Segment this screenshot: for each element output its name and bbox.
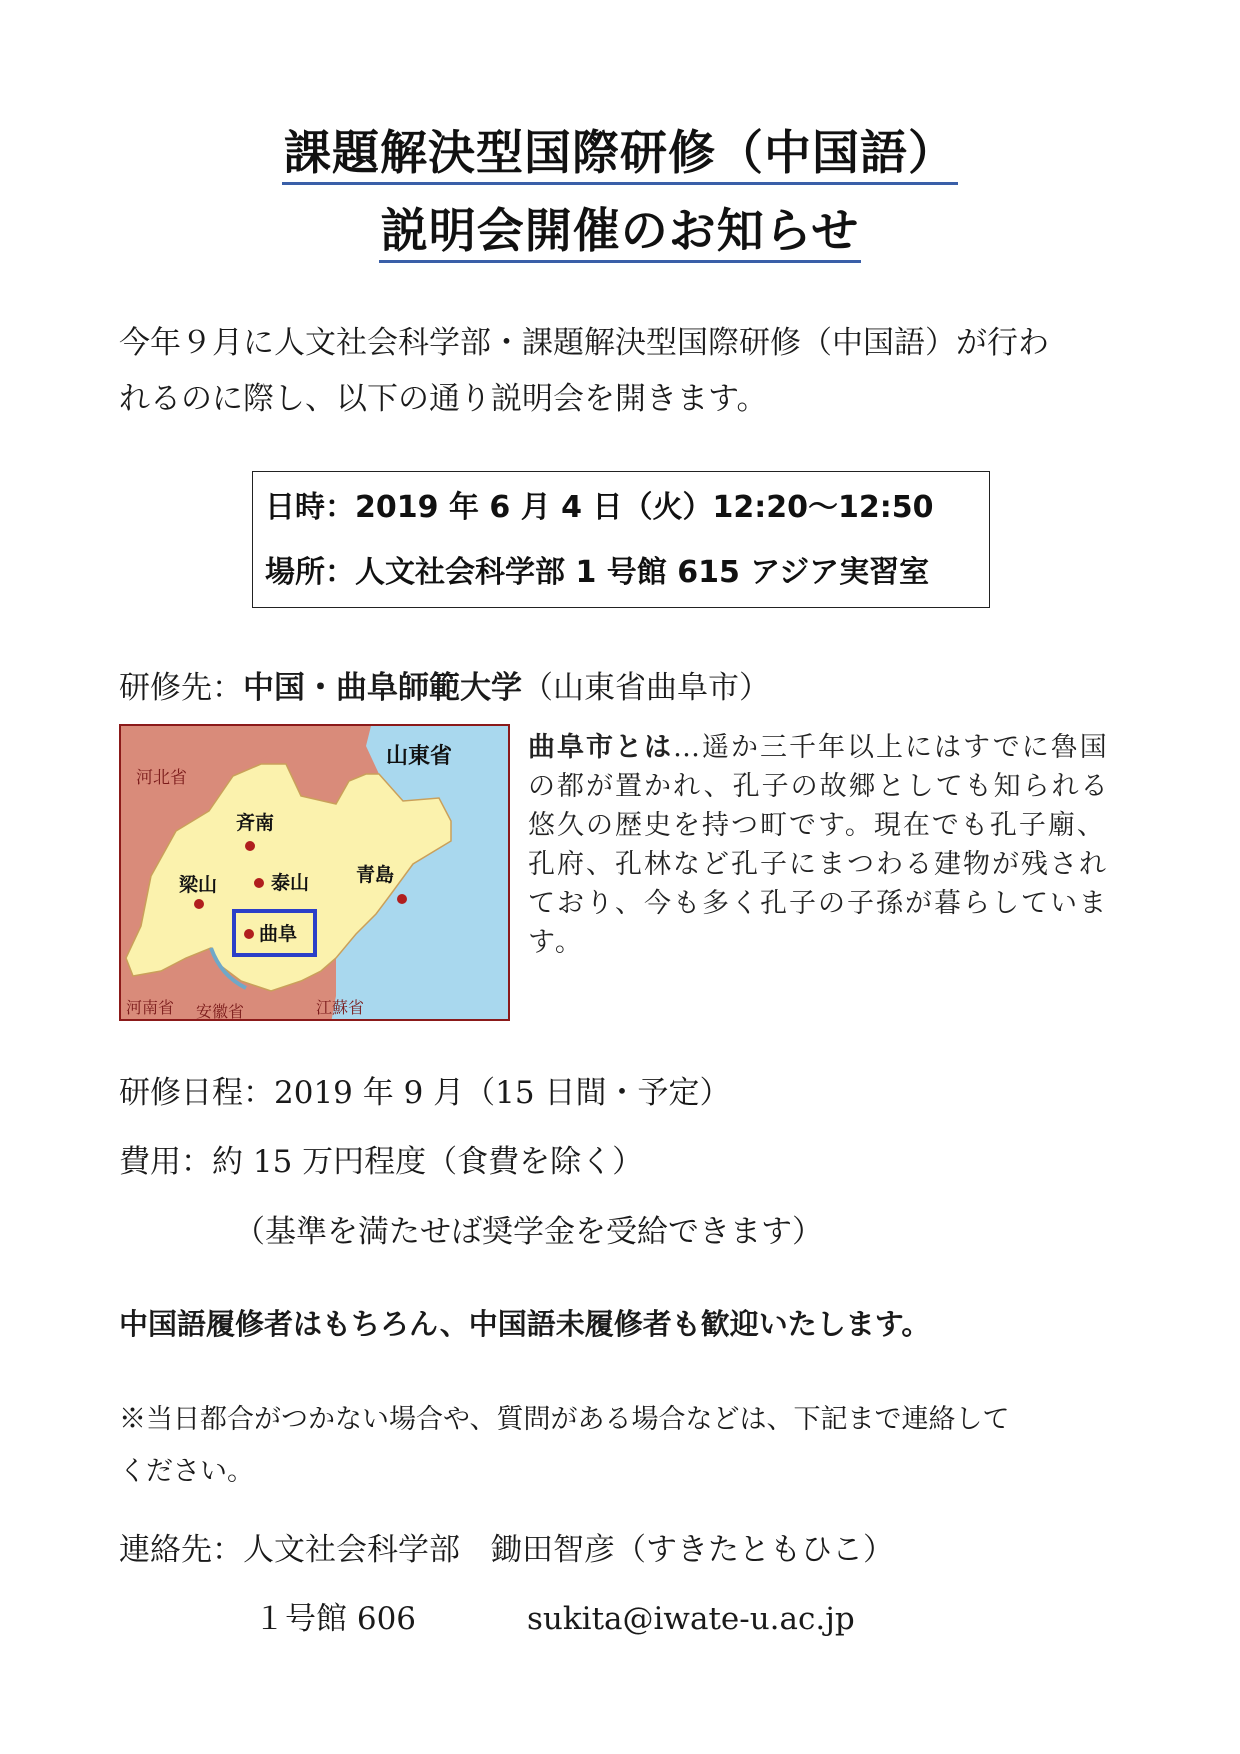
desc-line-3: 悠久の歴史を持つ町です。現在でも孔子廟、 bbox=[528, 810, 1106, 841]
map-dot-qufu bbox=[244, 929, 254, 939]
place-text: 場所：人文社会科学部 1 号館 615 アジア実習室 bbox=[265, 555, 930, 590]
shandong-map bbox=[119, 724, 510, 1021]
desc-line-1-text: …遥か三千年以上にはすでに魯国 bbox=[673, 732, 1109, 763]
intro-line-1: 今年９月に人文社会科学部・課題解決型国際研修（中国語）が行わ bbox=[119, 325, 1049, 361]
map-label-hebei: 河北省 bbox=[136, 768, 187, 788]
desc-lead: 曲阜市とは bbox=[528, 732, 673, 763]
desc-line-5: ており、今も多く孔子の子孫が暮らしていま bbox=[528, 888, 1108, 919]
map-dot-qingdao bbox=[397, 894, 407, 904]
map-label-jiangsu: 江蘇省 bbox=[316, 998, 365, 1017]
note-line-1: ※当日都合がつかない場合や、質問がある場合などは、下記まで連絡して bbox=[119, 1404, 1010, 1435]
contact-label: 連絡先：人文社会科学部 鋤田智彦（すきたともひこ） bbox=[119, 1532, 894, 1568]
page-subtitle: 説明会開催のお知らせ bbox=[0, 202, 1240, 262]
map-dot-jinan bbox=[245, 841, 255, 851]
map-dot-liangshan bbox=[194, 899, 204, 909]
datetime-text: 日時：2019 年 6 月 4 日（火）12:20～12:50 bbox=[265, 490, 934, 525]
cost-text: 費用：約 15 万円程度（食費を除く） bbox=[119, 1144, 644, 1180]
destination-line bbox=[119, 668, 770, 708]
qufu-description bbox=[528, 728, 1128, 962]
note-line-2: ください。 bbox=[119, 1456, 254, 1487]
cost-note-text: （基準を満たせば奨学金を受給できます） bbox=[234, 1214, 823, 1250]
map-label-jinan: 斉南 bbox=[236, 812, 275, 834]
schedule-text: 研修日程：2019 年 9 月（15 日間・予定） bbox=[119, 1075, 731, 1111]
desc-line-4: 孔府、孔林など孔子にまつわる建物が残され bbox=[528, 849, 1108, 880]
contact-office: １号館 606 bbox=[254, 1601, 417, 1637]
intro-line-2: れるのに際し、以下の通り説明会を開きます。 bbox=[119, 381, 768, 417]
map-label-qufu: 曲阜 bbox=[259, 923, 298, 945]
map-label-liangshan: 梁山 bbox=[179, 874, 218, 896]
destination-region: （山東省曲阜市） bbox=[522, 670, 770, 706]
map-province-title: 山東省 bbox=[386, 744, 453, 769]
contact-email[interactable]: sukita@iwate-u.ac.jp bbox=[527, 1601, 855, 1637]
page-title: 課題解決型国際研修（中国語） bbox=[0, 124, 1240, 184]
destination-name: 中国・曲阜師範大学 bbox=[243, 670, 522, 706]
desc-line-2: の都が置かれ、孔子の故郷としても知られる bbox=[528, 771, 1110, 802]
map-dot-taishan bbox=[254, 878, 264, 888]
map-label-henan: 河南省 bbox=[126, 998, 175, 1017]
map-label-taishan: 泰山 bbox=[271, 872, 310, 894]
map-label-qingdao: 青島 bbox=[356, 864, 395, 886]
desc-line-1 bbox=[528, 728, 1128, 767]
destination-label: 研修先： bbox=[119, 670, 243, 706]
map-label-anhui: 安徽省 bbox=[196, 1002, 245, 1021]
map-graphic bbox=[121, 726, 510, 1021]
welcome-text: 中国語履修者はもちろん、中国語未履修者も歓迎いたします。 bbox=[119, 1307, 931, 1341]
desc-line-6: す。 bbox=[528, 927, 584, 958]
info-box bbox=[252, 471, 990, 608]
